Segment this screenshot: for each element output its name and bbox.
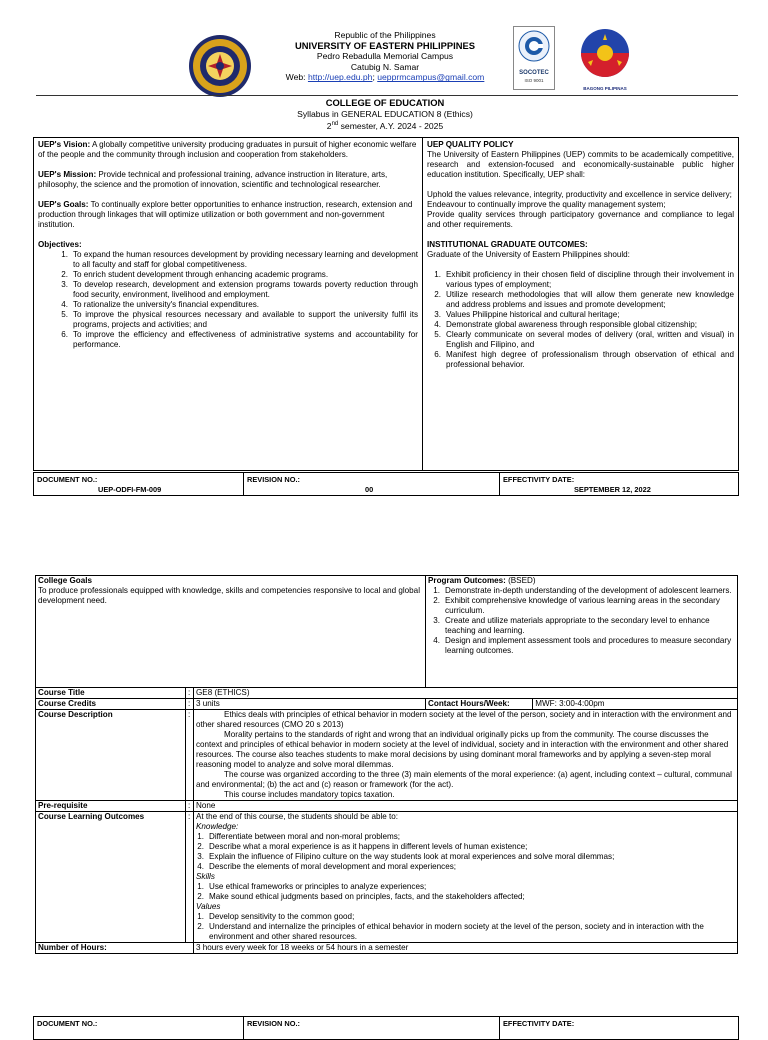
item-text: Demonstrate in-depth understanding of the development of adolescent learners. — [445, 586, 732, 595]
campus-location: Catubig N. Samar — [350, 61, 420, 72]
course-title-label: Course Title — [36, 688, 186, 699]
quality-policy-box — [422, 137, 739, 471]
semester-text: semester, A.Y. 2024 - 2025 — [338, 121, 444, 132]
contact-hours-cell — [426, 699, 738, 710]
number-of-hours-value: 3 hours every week for 18 weeks or 54 hours in a semester — [194, 943, 738, 954]
skills-list — [186, 882, 735, 902]
course-info-table-wrapper — [35, 575, 738, 954]
item-number: 2. — [197, 892, 204, 901]
quality-policy-item: Provide quality services through participatory governance and compliance to legal and other requirements. — [427, 210, 734, 229]
item-text: Understand and internalize the principles of ethical behavior in modern society at the level of the person, society and in interaction with the environment and other shared resources. — [209, 922, 704, 941]
skills-label: Skills — [196, 872, 215, 881]
colon: : — [186, 699, 194, 710]
mission — [38, 170, 418, 190]
contact-hours-value: MWF: 3:00-4:00pm — [535, 699, 605, 708]
item-text: To expand the human resources development by providing necessary learning and development to all faculty and staff for global competitiveness. — [73, 250, 418, 269]
syllabus-title: Syllabus in GENERAL EDUCATION 8 (Ethics) — [297, 108, 473, 119]
footer-document-value: UEP-ODFI-FM-009 — [98, 485, 162, 494]
item-number: 2. — [197, 842, 204, 851]
course-title-value: GE8 (ETHICS) — [194, 688, 738, 699]
vision — [38, 140, 418, 160]
item-text: Values Philippine historical and cultural heritage; — [446, 310, 620, 319]
item-number: 1. — [197, 912, 204, 921]
list-item — [50, 310, 418, 330]
list-item — [422, 616, 735, 636]
prerequisite-value: None — [194, 801, 738, 812]
list-item — [186, 882, 735, 892]
web-line — [230, 72, 540, 83]
footer-effectivity-label: EFFECTIVITY DATE: — [503, 1019, 575, 1028]
footer-revision-cell — [244, 1017, 500, 1039]
footer-document-label: DOCUMENT NO.: — [37, 1019, 98, 1028]
table-row — [36, 812, 738, 943]
item-number: 6. — [61, 330, 68, 339]
description-paragraph: Ethics deals with principles of ethical behavior in modern society at the level of the person, society and in interaction with the environment and other shared resources (CMO 20 s 2013) — [196, 710, 732, 729]
list-item — [50, 300, 418, 310]
item-number: 6. — [434, 350, 441, 359]
graduate-outcomes-title: INSTITUTIONAL GRADUATE OUTCOMES: — [427, 240, 588, 249]
footer-effectivity-cell — [500, 1017, 738, 1039]
header-rule — [36, 95, 738, 96]
college-goals-text: To produce professionals equipped with knowledge, skills and competencies responsive to local and global development need. — [38, 586, 420, 605]
quality-policy-title: UEP QUALITY POLICY — [427, 140, 514, 149]
list-item — [186, 922, 735, 942]
quality-policy-item: Uphold the values relevance, integrity, productivity and excellence in service delivery; — [427, 190, 732, 199]
item-text: Explain the influence of Filipino culture on the way students look at moral experiences and solve moral dilemmas; — [209, 852, 615, 861]
objectives-list — [38, 250, 418, 350]
mission-label: UEP's Mission: — [38, 170, 97, 179]
list-item — [423, 310, 734, 320]
bagong-pilipinas-logo — [576, 26, 634, 92]
item-number: 2. — [433, 596, 441, 605]
item-number: 1. — [434, 270, 441, 279]
program-outcomes-list — [422, 586, 735, 656]
bagong-pilipinas-icon — [576, 26, 634, 80]
semester-suffix: nd — [331, 121, 339, 128]
program-outcomes-label: Program Outcomes: — [428, 576, 506, 585]
colon: : — [186, 801, 194, 812]
document-footer — [33, 472, 739, 496]
list-item — [50, 330, 418, 350]
item-text: Describe what a moral experience is as it happens in different levels of human existence; — [209, 842, 528, 851]
item-number: 1. — [197, 832, 204, 841]
description-paragraph: Morality pertains to the standards of right and wrong that an individual originally picks up from the community. The course discusses the context and principles of ethical behavior in modern society at the level of individual, society and in interaction with the environment and other shared resources. The course also teaches students to make moral decisions by using dominant moral frameworks and by applying a seven-step moral reasoning model to analyze and solve moral dilemmas. — [196, 730, 729, 769]
course-credits-label: Course Credits — [36, 699, 186, 710]
list-item — [423, 330, 734, 350]
program-outcomes-cell — [426, 576, 738, 688]
list-item — [50, 250, 418, 270]
table-row — [36, 710, 738, 801]
email-link[interactable]: uepprmcampus@gmail.com — [377, 72, 485, 83]
list-item — [422, 596, 735, 616]
item-text: Utilize research methodologies that will allow them generate new knowledge and address problems and issues and promote development; — [446, 290, 734, 309]
item-number: 4. — [61, 300, 68, 309]
course-description-cell — [194, 710, 738, 801]
learning-outcomes-cell — [194, 812, 738, 943]
item-number: 2. — [197, 922, 204, 931]
graduate-outcomes-list — [423, 270, 734, 370]
item-number: 1. — [61, 250, 68, 259]
iso-text: ISO 9001 — [524, 78, 544, 83]
footer-document-label: DOCUMENT NO.: — [37, 475, 98, 484]
item-number: 4. — [197, 862, 204, 871]
list-item — [186, 852, 735, 862]
values-list — [186, 912, 735, 942]
item-text: Use ethical frameworks or principles to analyze experiences; — [209, 882, 427, 891]
campus-name: Pedro Rebadulla Memorial Campus — [316, 51, 454, 62]
footer-revision-cell — [244, 473, 500, 495]
graduate-outcomes-intro: Graduate of the University of Eastern Philippines should: — [427, 250, 630, 259]
knowledge-label: Knowledge: — [196, 822, 239, 831]
item-text: Create and utilize materials appropriate to the secondary level to enhance teaching and learning. — [445, 616, 710, 635]
quality-policy-item: Endeavour to continually improve the quality management system; — [427, 200, 666, 209]
item-number: 1. — [197, 882, 204, 891]
web-separator: ; — [372, 72, 375, 83]
item-text: Differentiate between moral and non-moral problems; — [209, 832, 401, 841]
website-link[interactable]: http://uep.edu.ph — [307, 72, 373, 83]
list-item — [423, 350, 734, 370]
description-paragraph: This course includes mandatory topics taxation. — [224, 790, 395, 799]
bagong-pilipinas-text: BAGONG PILIPINAS — [583, 86, 627, 91]
item-number: 2. — [434, 290, 441, 299]
item-text: To rationalize the university's financial expenditures. — [73, 300, 260, 309]
item-text: Make sound ethical judgments based on principles, facts, and the stakeholders affected; — [209, 892, 525, 901]
footer-effectivity-label: EFFECTIVITY DATE: — [503, 475, 575, 484]
quality-policy-text: The University of Eastern Philippines (UEP) commits to be academically competitive, research and extension-focused and economically-sustainable public higher education institution. Specifically, UEP shall: — [427, 150, 734, 179]
course-credits-value: 3 units — [194, 699, 426, 710]
item-number: 1. — [433, 586, 441, 595]
footer-document-cell — [34, 473, 244, 495]
colon: : — [186, 688, 194, 699]
footer-revision-label: REVISION NO.: — [247, 1019, 300, 1028]
item-text: Exhibit comprehensive knowledge of various learning areas in the secondary curriculum. — [445, 596, 720, 615]
program-outcomes-heading — [428, 576, 735, 586]
item-text: To develop research, development and extension programs towards poverty reduction through food security, environment, livelihood and employment. — [73, 280, 418, 299]
list-item — [422, 586, 735, 596]
footer-document-cell — [34, 1017, 244, 1039]
list-item — [50, 270, 418, 280]
footer-effectivity-cell — [500, 473, 738, 495]
item-number: 4. — [434, 320, 441, 329]
table-row — [36, 943, 738, 954]
item-number: 3. — [197, 852, 204, 861]
item-number: 4. — [433, 636, 441, 645]
objectives-label: Objectives: — [38, 240, 82, 249]
republic-line: Republic of the Philippines — [334, 30, 436, 40]
goals-text: To continually explore better opportunities to enhance instruction, research, extension and production through linkages that will optimize utilization or both government and non-government institution. — [38, 200, 413, 229]
item-number: 3. — [61, 280, 68, 289]
web-label: Web: — [285, 72, 306, 83]
semester-number: 2 — [326, 121, 332, 132]
vision-label: UEP's Vision: — [38, 140, 91, 149]
item-number: 2. — [61, 270, 68, 279]
knowledge-list — [186, 832, 735, 872]
prerequisite-label: Pre-requisite — [36, 801, 186, 812]
college-goals-label: College Goals — [38, 576, 92, 585]
mission-text: Provide technical and professional training, advance instruction in literature, arts, philosophy, the science and the promotion of innovation, scientific and technological researcher. — [38, 170, 388, 189]
list-item — [50, 280, 418, 300]
vision-text: A globally competitive university producing graduates in pursuit of higher economic welfare of the people and the community through inclusion and cooperation from stakeholders. — [38, 140, 417, 159]
course-info-table — [35, 575, 738, 954]
item-text: Describe the elements of moral development and moral experiences; — [209, 862, 456, 871]
footer-revision-label: REVISION NO.: — [247, 475, 300, 484]
contact-hours-label: Contact Hours/Week: — [426, 699, 533, 709]
item-text: Design and implement assessment tools and procedures to measure secondary learning outcomes. — [445, 636, 732, 655]
values-label: Values — [196, 902, 221, 911]
learning-outcomes-label: Course Learning Outcomes — [36, 812, 186, 943]
college-name: COLLEGE OF EDUCATION — [325, 97, 445, 108]
list-item — [186, 892, 735, 902]
item-text: To improve the efficiency and effectiveness of administrative systems and accountability for performance. — [73, 330, 418, 349]
course-description-label: Course Description — [36, 710, 186, 801]
list-item — [423, 270, 734, 290]
goals-label: UEP's Goals: — [38, 200, 89, 209]
item-text: To improve the physical resources necessary and available to support the university fulfil its programs, projects and activities; and — [73, 310, 418, 329]
item-text: Clearly communicate on several modes of delivery (oral, written and visual) in English and Filipino, and — [446, 330, 734, 349]
table-row — [36, 576, 738, 688]
list-item — [422, 636, 735, 656]
table-row — [36, 801, 738, 812]
item-text: Exhibit proficiency in their chosen field of discipline through their involvement in various types of employment; — [446, 270, 734, 289]
program-name: (BSED) — [505, 576, 536, 585]
number-of-hours-label: Number of Hours: — [36, 943, 194, 954]
colon: : — [186, 812, 194, 943]
item-text: Develop sensitivity to the common good; — [209, 912, 355, 921]
list-item — [423, 290, 734, 310]
colon: : — [186, 710, 194, 801]
vision-mission-box — [33, 137, 423, 471]
list-item — [186, 912, 735, 922]
footer-revision-value: 00 — [365, 485, 374, 494]
college-goals-cell — [36, 576, 426, 688]
footer-effectivity-value: SEPTEMBER 12, 2022 — [574, 485, 651, 494]
item-text: To enrich student development through enhancing academic programs. — [73, 270, 329, 279]
table-row — [36, 699, 738, 710]
list-item — [186, 832, 735, 842]
document-footer-page2 — [33, 1016, 739, 1040]
goals — [38, 200, 418, 230]
list-item — [186, 862, 735, 872]
learning-outcomes-intro: At the end of this course, the students should be able to: — [196, 812, 399, 821]
document-title — [200, 98, 570, 132]
university-name: UNIVERSITY OF EASTERN PHILIPPINES — [294, 39, 476, 51]
table-row — [36, 688, 738, 699]
list-item — [186, 842, 735, 852]
socotec-text: SOCOTEC — [519, 70, 549, 76]
semester-line — [200, 119, 570, 131]
letterhead — [230, 30, 540, 83]
item-number: 3. — [433, 616, 441, 625]
item-number: 5. — [61, 310, 68, 319]
item-number: 5. — [434, 330, 441, 339]
description-paragraph: The course was organized according to the three (3) main elements of the moral experience: (a) agent, including context – cultural, communal and environmental; (b) the act and (c) reason or framework (for the act). — [196, 770, 732, 789]
list-item — [423, 320, 734, 330]
item-number: 3. — [434, 310, 441, 319]
item-text: Demonstrate global awareness through responsible global citizenship; — [446, 320, 698, 329]
item-text: Manifest high degree of professionalism through observation of ethical and professional behavior. — [446, 350, 734, 369]
